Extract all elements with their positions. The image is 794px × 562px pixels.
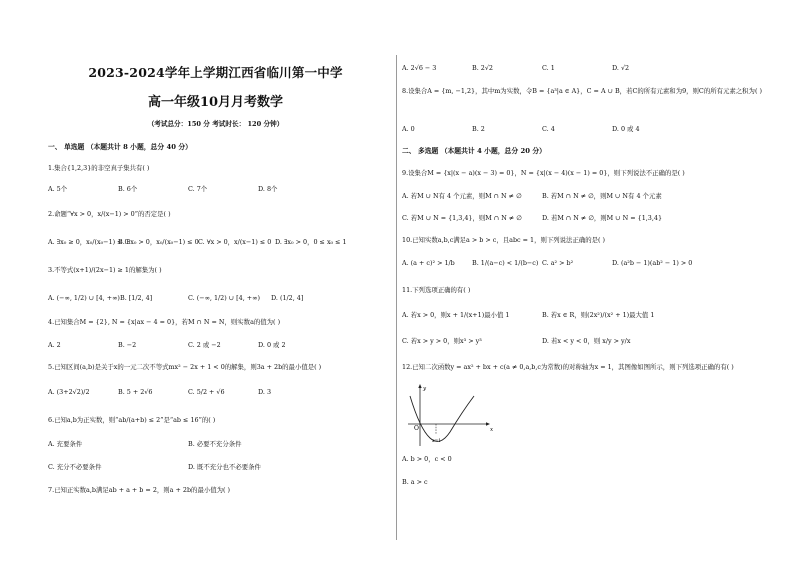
question-7: 7.已知正实数a,b满足ab + a + b = 2，则a + 2b的最小值为( ) (48, 486, 231, 494)
graph-x-label: x (490, 427, 494, 433)
question-5: 5.已知区间(a,b)是关于x的一元二次不等式mx² − 2x + 1 < 0的解集，则3a + 2b的最小值是( ) (48, 363, 322, 371)
q4-option-d: D. 0 或 2 (258, 341, 286, 349)
q11-option-a: A. 若x > 0，则x + 1/(x+1)最小值 1 (402, 311, 510, 319)
q3-option-d: D. (1/2, 4] (271, 294, 304, 302)
q9-option-c: C. 若M ∪ N = {1,3,4}，则M ∩ N ≠ ∅ (402, 214, 522, 222)
q5-option-a: A. (3+2√2)/2 (48, 388, 90, 396)
q2-option-b: B. ∃x₀ > 0，x₀/(x₀−1) ≤ 0 (118, 238, 199, 246)
graph-origin-label: O (414, 425, 419, 432)
q2-option-c: C. ∀x > 0，x/(x−1) ≤ 0 (198, 238, 272, 246)
q8-option-b: B. 2 (472, 125, 485, 133)
column-divider (396, 55, 397, 540)
q2-option-a: A. ∃x₀ ≥ 0，x₀/(x₀−1) ≤ 0 (48, 238, 129, 246)
q8-option-c: C. 4 (542, 125, 555, 133)
q5-option-c: C. 5/2 + √6 (188, 388, 225, 396)
q8-option-d: D. 0 或 4 (612, 125, 640, 133)
q10-option-d: D. (a²b − 1)(ab² − 1) > 0 (612, 259, 693, 267)
q4-option-c: C. 2 或 −2 (188, 341, 221, 349)
right-column (402, 0, 762, 562)
parabola-graph (404, 382, 496, 448)
q12-option-b: B. a > c (402, 478, 428, 486)
graph-y-arrow (418, 384, 421, 388)
q1-option-c: C. 7个 (188, 185, 208, 193)
q7-option-a: A. 2√6 − 3 (402, 64, 437, 72)
graph-y-label: y (423, 386, 427, 392)
q5-option-d: D. 3 (258, 388, 272, 396)
graph-x-arrow (486, 422, 490, 425)
q12-option-a: A. b > 0，c < 0 (402, 455, 452, 463)
left-column (38, 0, 393, 562)
q8-option-a: A. 0 (402, 125, 415, 133)
question-6: 6.已知a,b为正实数，则“ab/(a+b) ≤ 2”是“ab ≤ 16”的( ) (48, 416, 216, 424)
q10-option-a: A. (a + c)² > 1/b (402, 259, 455, 267)
q9-option-b: B. 若M ∩ N ≠ ∅，则M ∪ N有 4 个元素 (542, 192, 662, 200)
q2-option-d: D. ∃x₀ > 0，0 ≤ x₀ ≤ 1 (275, 238, 347, 246)
q11-option-d: D. 若x < y < 0，则 x/y > y/x (542, 337, 631, 345)
exam-title: 2023-2024学年上学期江西省临川第一中学 (88, 65, 343, 80)
symmetry-axis-label: x=1 (432, 439, 442, 444)
question-3: 3.不等式(x+1)/(2x−1) ≥ 1的解集为( ) (48, 266, 162, 274)
q6-option-c: C. 充分不必要条件 (48, 463, 102, 471)
q6-option-b: B. 必要不充分条件 (188, 440, 242, 448)
q1-option-a: A. 5个 (48, 185, 68, 193)
question-12: 12.已知二次函数y = ax² + bx + c(a ≠ 0,a,b,c为常数)的对称轴为x = 1，其图像如图所示，则下列选项正确的有( ) (402, 363, 734, 371)
q6-option-d: D. 既不充分也不必要条件 (188, 463, 261, 471)
question-10: 10.已知实数a,b,c满足a > b > c，且abc = 1，则下列说法正确的是( ) (402, 236, 606, 244)
q4-option-a: A. 2 (48, 341, 61, 349)
question-9: 9.设集合M = {x|(x − a)(x − 3) = 0}，N = {x|(x − 4)(x − 1) = 0}，则下列说法不正确的是( ) (402, 169, 685, 177)
q1-option-d: D. 8个 (258, 185, 278, 193)
q11-option-c: C. 若x > y > 0，则x³ > y³ (402, 337, 482, 345)
question-4: 4.已知集合M = {2}, N = {x|ax − 4 = 0}，若M ∩ N = N，则实数a的值为( ) (48, 318, 281, 326)
q7-option-b: B. 2√2 (472, 64, 493, 72)
question-8: 8.设集合A = {m, −1,2}，其中m为实数，令B = {a³|a ∈ A}，C = A ∪ B，若C的所有元素和为9，则C的所有元素之积为( ) (402, 87, 762, 95)
q10-option-b: B. 1/(a−c) < 1/(b−c) (472, 259, 539, 267)
q3-option-c: C. (−∞, 1/2) ∪ [4, +∞) (188, 294, 260, 302)
exam-subtitle: 高一年级10月月考数学 (147, 95, 284, 110)
question-2: 2.命题“∀x > 0，x/(x−1) > 0”的否定是( ) (48, 210, 171, 218)
q11-option-b: B. 若x ∈ R，则(2x²)/(x² + 1)最大值 1 (542, 311, 655, 319)
exam-info: （考试总分：150 分 考试时长： 120 分钟） (147, 120, 284, 128)
q10-option-c: C. a² > b² (542, 259, 574, 267)
question-11: 11.下列选项正确的有( ) (402, 286, 471, 294)
q7-option-c: C. 1 (542, 64, 555, 72)
q4-option-b: B. −2 (118, 341, 137, 349)
section-single-choice: 一、 单选题 （本题共计 8 小题，总分 40 分） (48, 143, 192, 151)
q9-option-a: A. 若M ∪ N有 4 个元素，则M ∩ N ≠ ∅ (402, 192, 522, 200)
q7-option-d: D. √2 (612, 64, 630, 72)
q9-option-d: D. 若M ∩ N ≠ ∅，则M ∪ N = {1,3,4} (542, 214, 663, 222)
q6-option-a: A. 充要条件 (48, 440, 83, 448)
section-multi-choice: 二、 多选题 （本题共计 4 小题，总分 20 分） (402, 147, 546, 155)
q3-option-a: A. (−∞, 1/2) ∪ [4, +∞) (48, 294, 120, 302)
question-1: 1.集合{1,2,3}的非空真子集共有( ) (48, 164, 150, 172)
q1-option-b: B. 6个 (118, 185, 138, 193)
q5-option-b: B. 5 + 2√6 (118, 388, 153, 396)
q3-option-b: B. [1/2, 4] (120, 294, 153, 302)
